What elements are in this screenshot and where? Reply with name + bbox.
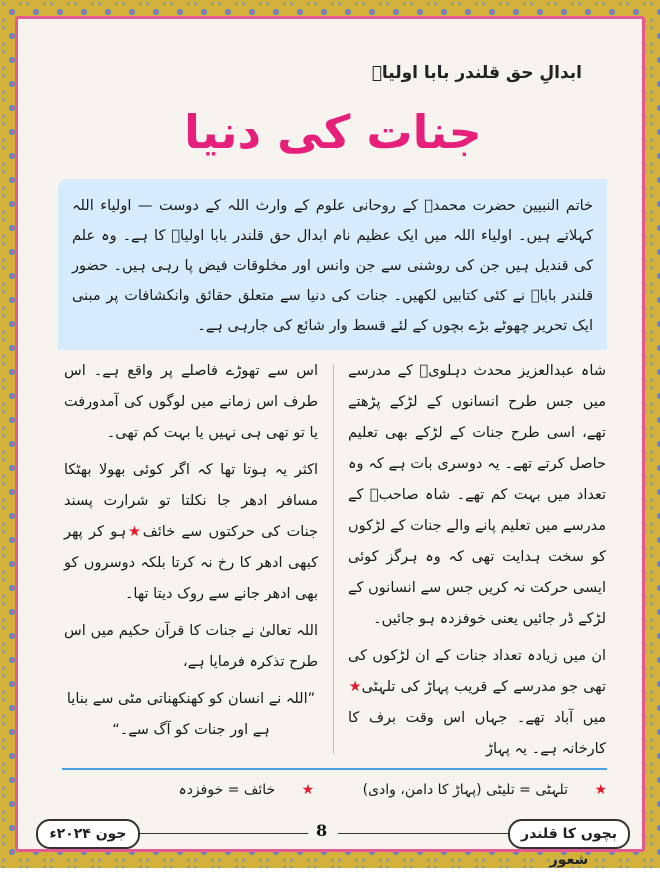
right-column <box>348 356 606 771</box>
paragraph: اللہ تعالیٰ نے جنات کا قرآن حکیم میں اس طرح تذکرہ فرمایا ہے، <box>64 623 318 670</box>
footer-line <box>140 833 308 834</box>
footnotes <box>58 782 607 798</box>
footnote-text: تلہٹی = تلیٹی (پہاڑ کا دامن، وادی) <box>362 782 568 798</box>
star-icon: ★ <box>594 782 607 798</box>
article-title: جنات کی دنیا <box>184 105 482 159</box>
paragraph: شاہ عبدالعزیز محدث دہلویؒ کے مدرسے میں جس طرح انسانوں کے لڑکے پڑھتے تھے، اسی طرح جنات کے لڑکے بھی تعلیم حاصل کرتے تھے۔ یہ دوسری بات ہے کہ وہ تعداد میں بہت کم تھے۔ شاہ صاحبؒ کے مدرسے میں تعلیم پانے والے جنات کے لڑکوں کو سخت ہدایت تھی کہ وہ ہرگز کوئی ایسی حرکت نہ کریں جس سے انسانوں کے لڑکے ڈر جائیں یعنی خوفزدہ ہو جائیں۔ <box>348 363 606 627</box>
paragraph-text: ان میں زیادہ تعداد جنات کے ان لڑکوں کی تھی جو مدرسے کے قریب پہاڑ کی تلہٹی <box>348 648 606 695</box>
paragraph <box>64 455 318 610</box>
column-divider <box>333 364 334 754</box>
author-name: ابدالِ حق قلندر بابا اولیاؒ <box>371 63 582 83</box>
footnote-text: خائف = خوفزدہ <box>178 782 276 798</box>
page-footer <box>36 819 630 868</box>
magazine-name: بچوں کا قلندر شعور <box>508 819 630 849</box>
paragraph-text: ہو کر پھر کبھی ادھر کا رخ نہ کرتا بلکہ دوسروں کو بھی ادھر جانے سے روک دیتا تھا۔ <box>64 524 318 602</box>
footer-line <box>338 833 508 834</box>
intro-box: خاتم النبیین حضرت محمدؐ کے روحانی علوم کے وارث اللہ کے دوست — اولیاء اللہ کہلاتے ہیں۔ اولیاء اللہ میں ایک عظیم نام ابدال حق قلندر بابا اولیاؒ کا ہے۔ وہ علم کی قندیل ہیں جن کی روشنی سے جن وانس اور مخلوقات فیض پا رہی ہیں۔ حضور قلندر باباؒ نے کئی کتابیں لکھیں۔ جنات کی دنیا سے متعلق حقائق وانکشافات پر مبنی ایک تحریر چھوٹے بڑے بچوں کے لئے قسط وار شائع کی جارہی ہے۔ <box>58 179 607 350</box>
footnote-item <box>341 782 607 798</box>
star-icon: ★ <box>348 679 362 695</box>
quran-quote: ”اللہ نے انسان کو کھنکھناتی مٹی سے بنایا ہے اور جنات کو آگ سے۔“ <box>66 691 316 738</box>
footnote-item <box>156 782 314 798</box>
star-icon: ★ <box>126 524 143 540</box>
star-icon: ★ <box>301 782 315 798</box>
paragraph-text: اکثر یہ ہوتا تھا کہ اگر کوئی بھولا بھٹکا مسافر ادھر جا نکلتا تو شرارت پسند جنات کی حرکتوں سے خائف <box>64 462 318 540</box>
paragraph-text: میں آباد تھے۔ جہاں اس وقت برف کا کارخانہ ہے۔ یہ پہاڑ <box>348 710 606 757</box>
paragraph <box>348 641 606 765</box>
issue-date: جون ۲۰۲۴ء <box>36 819 140 849</box>
paragraph: اس سے تھوڑے فاصلے پر واقع ہے۔ اس طرف اس زمانے میں لوگوں کی آمدورفت یا تو تھی ہی نہیں یا بہت کم تھی۔ <box>64 363 318 441</box>
footnote-separator <box>62 768 607 770</box>
page-number: 8 <box>316 821 328 840</box>
content-page <box>15 16 645 868</box>
left-column <box>64 356 318 752</box>
